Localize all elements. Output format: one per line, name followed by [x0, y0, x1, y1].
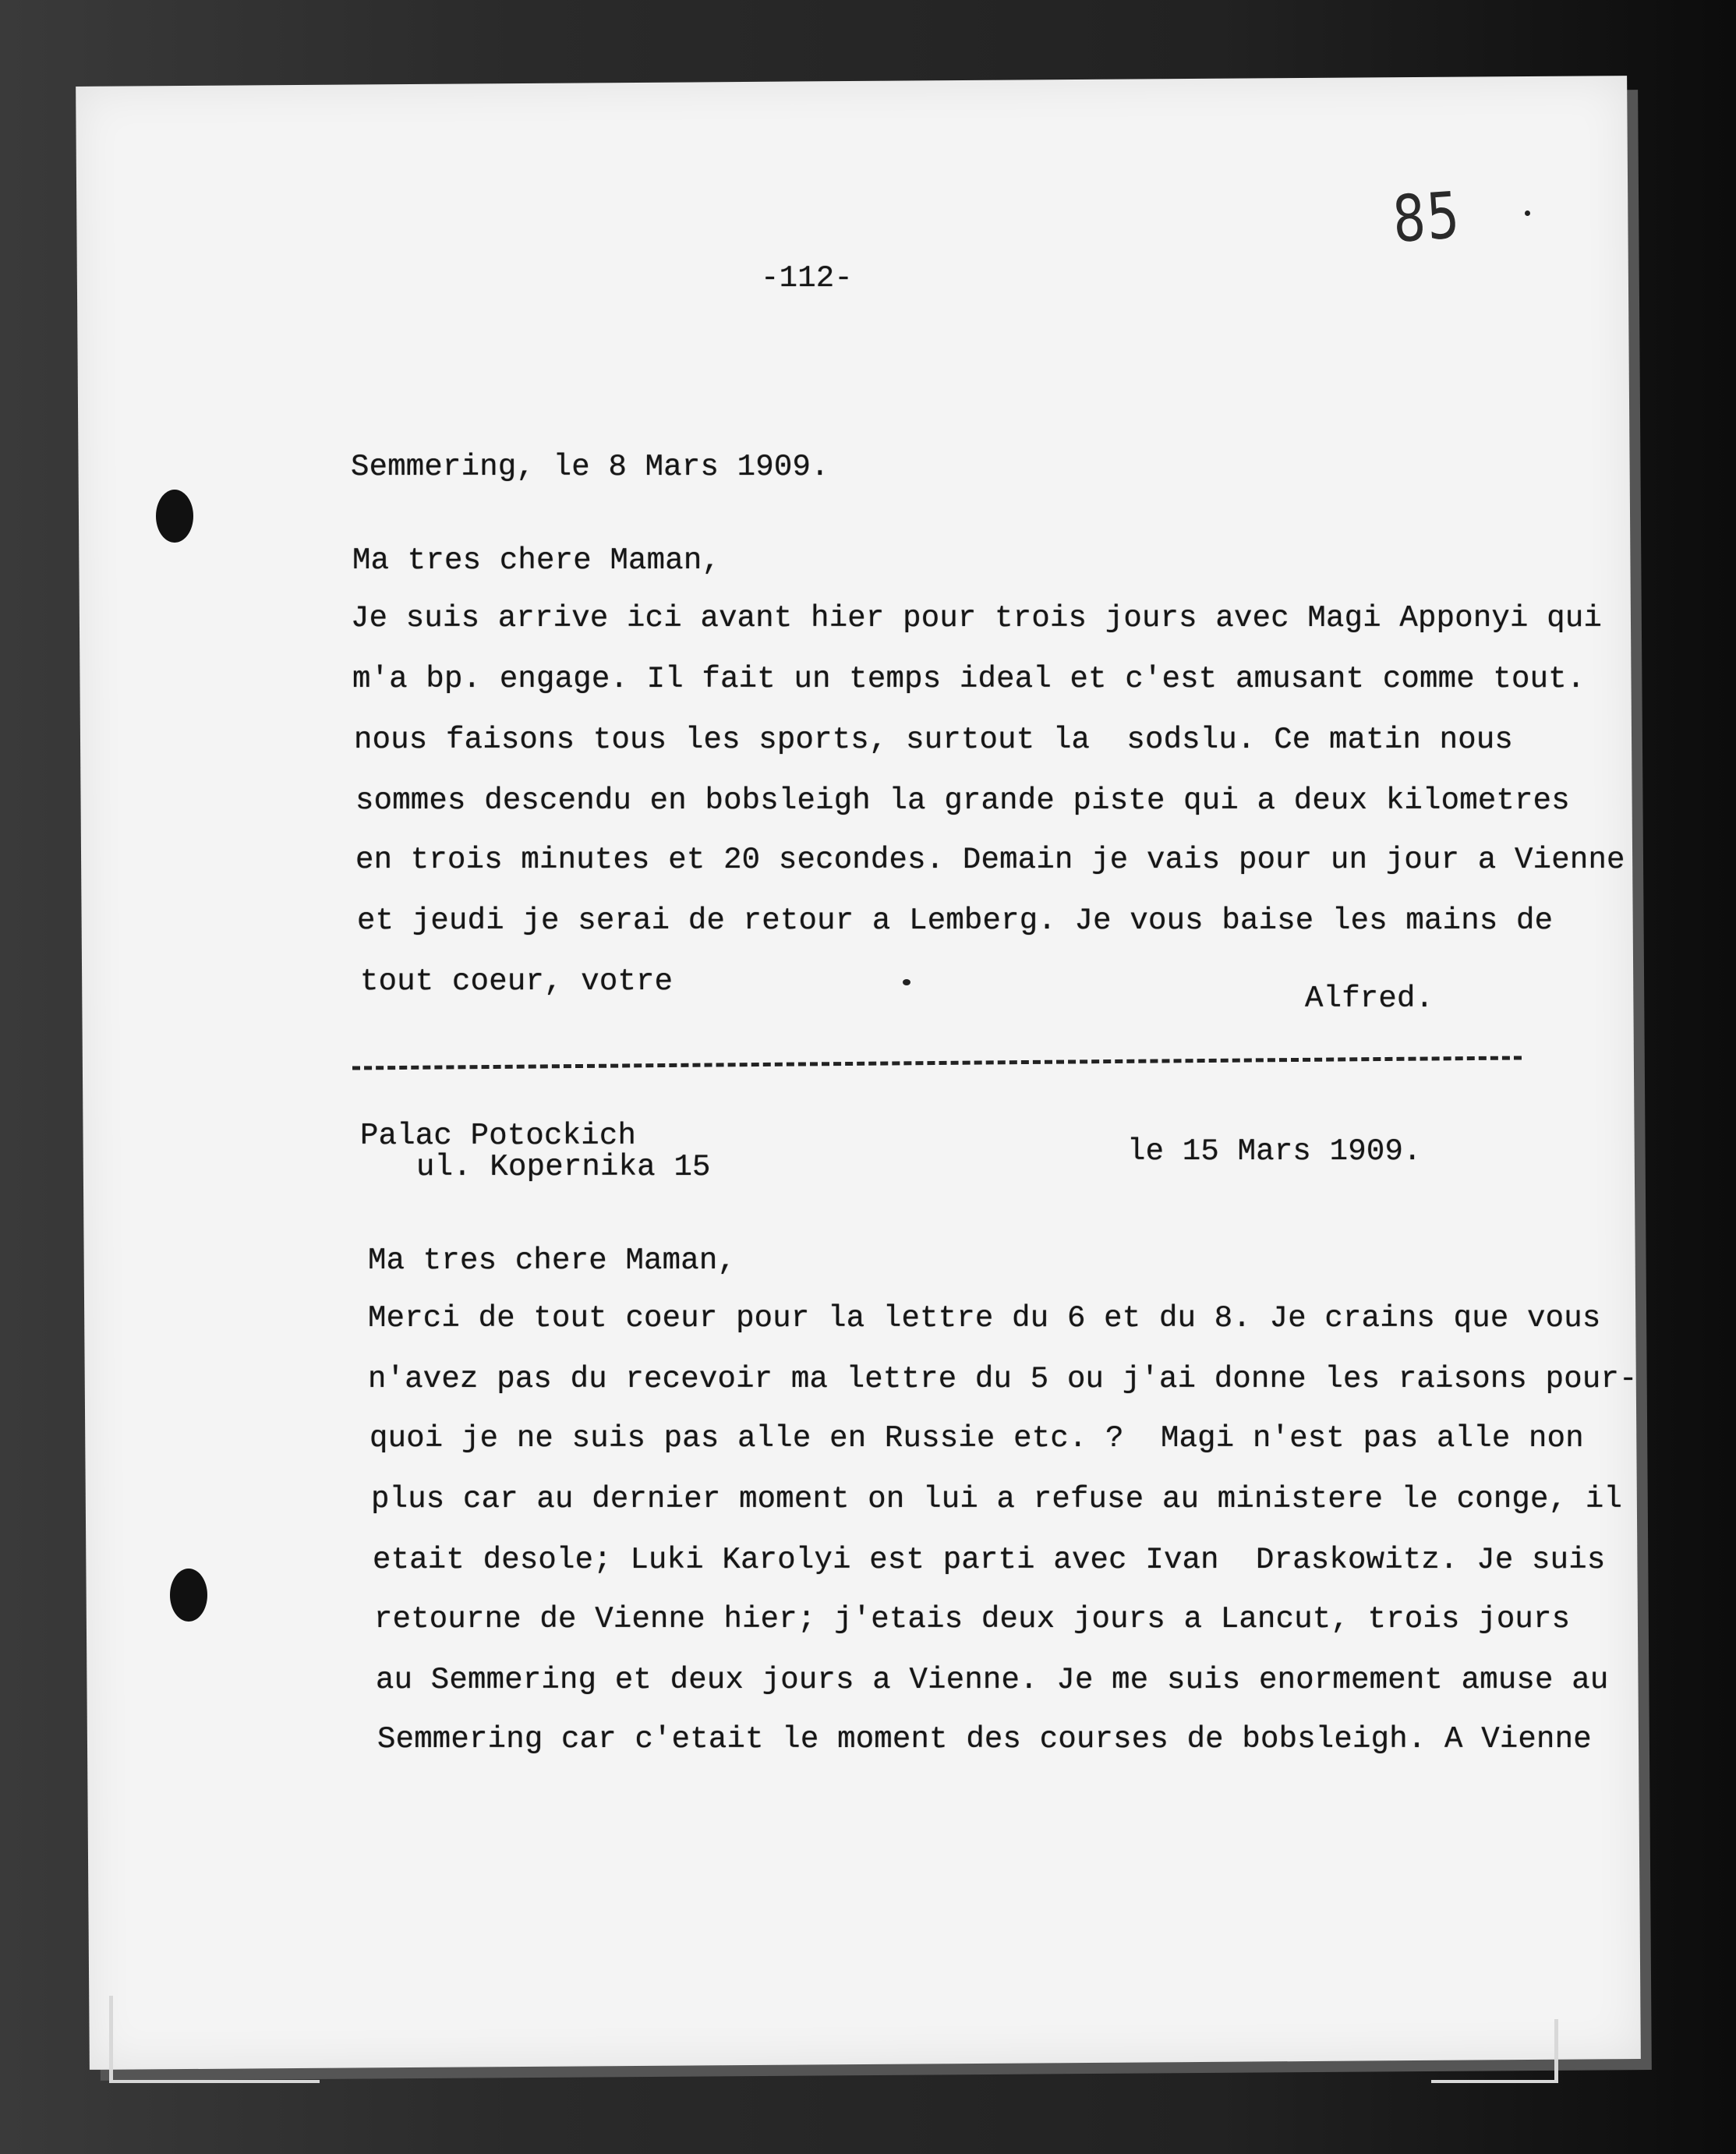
letter2-line: au Semmering et deux jours a Vienne. Je me suis enormement amuse au	[376, 1663, 1609, 1697]
ink-speck	[1525, 210, 1530, 216]
letter2-line: plus car au dernier moment on lui a refuse au ministere le conge, il	[371, 1482, 1623, 1516]
letter1-line: sommes descendu en bobsleigh la grande piste qui a deux kilometres	[355, 783, 1570, 818]
page-number: -112-	[761, 261, 854, 295]
letter2-address-line1: Palac Potockich	[360, 1119, 637, 1153]
letter2-line: quoi je ne suis pas alle en Russie etc. ? Magi n'est pas alle non	[369, 1421, 1584, 1455]
frame-corner-mark	[109, 1996, 113, 2081]
letter2-line: etait desole; Luki Karolyi est parti avec Ivan Draskowitz. Je suis	[373, 1543, 1606, 1577]
letter1-signature: Alfred.	[1305, 982, 1434, 1016]
frame-corner-mark	[1554, 2019, 1558, 2083]
document-sheet	[76, 76, 1641, 2070]
frame-corner-mark	[109, 2080, 320, 2083]
punch-hole-top	[156, 490, 193, 543]
letter2-salutation: Ma tres chere Maman,	[368, 1243, 737, 1278]
letter1-line: et jeudi je serai de retour a Lemberg. Je vous baise les mains de	[357, 904, 1554, 938]
letter2-line: Semmering car c'etait le moment des courses de bobsleigh. A Vienne	[377, 1722, 1592, 1756]
letter2-address-line2: ul. Kopernika 15	[416, 1150, 711, 1184]
letter1-dateline: Semmering, le 8 Mars 1909.	[351, 450, 829, 484]
ink-speck	[903, 979, 910, 985]
letter1-line: m'a bp. engage. Il fait un temps ideal et c'est amusant comme tout.	[352, 662, 1586, 696]
punch-hole-bottom	[170, 1569, 207, 1622]
handwritten-folio-number: 85	[1390, 179, 1463, 257]
letter2-line: retourne de Vienne hier; j'etais deux jours a Lancut, trois jours	[374, 1602, 1571, 1636]
letter1-line: en trois minutes et 20 secondes. Demain je vais pour un jour a Vienne	[355, 843, 1625, 877]
letter1-line: Je suis arrive ici avant hier pour trois jours avec Magi Apponyi qui	[351, 601, 1603, 635]
letter1-line: nous faisons tous les sports, surtout la sodslu. Ce matin nous	[354, 723, 1514, 757]
letter2-line: n'avez pas du recevoir ma lettre du 5 ou j'ai donne les raisons pour-	[368, 1362, 1638, 1396]
letter1-salutation: Ma tres chere Maman,	[352, 543, 721, 578]
letter1-line: tout coeur, votre	[360, 964, 674, 999]
letter2-line: Merci de tout coeur pour la lettre du 6 et du 8. Je crains que vous	[368, 1301, 1601, 1335]
letter2-dateline: le 15 Mars 1909.	[1127, 1134, 1422, 1169]
frame-corner-mark	[1431, 2080, 1556, 2083]
